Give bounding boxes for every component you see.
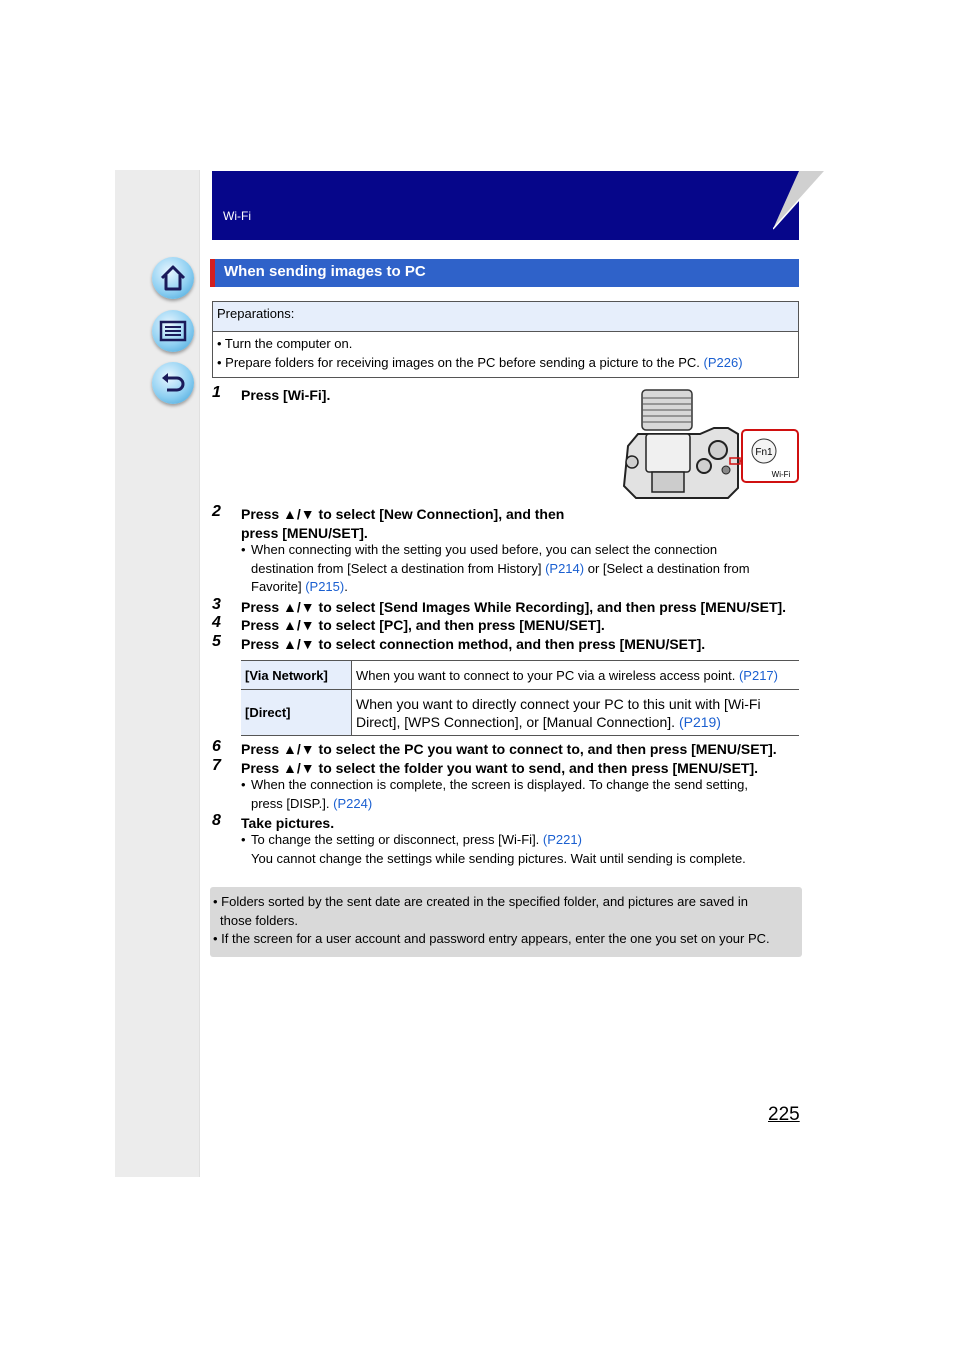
prep-item: • Turn the computer on. xyxy=(217,336,353,351)
tip-item: • If the screen for a user account and password entry appears, enter the one you set on your PC. xyxy=(213,931,770,946)
link-p224[interactable]: (P224) xyxy=(333,795,373,811)
chapter-header xyxy=(212,171,799,240)
section-title-text: When sending images to PC xyxy=(224,263,426,280)
step-number: 1 xyxy=(212,384,221,401)
header-corner-icon xyxy=(773,171,825,241)
step-text: Press ▲/▼ to select [PC], and then press [MENU/SET]. xyxy=(241,617,605,633)
wifi-caption: Wi-Fi xyxy=(771,470,791,479)
section-title xyxy=(210,259,799,287)
link-p219[interactable]: (P219) xyxy=(678,713,721,730)
back-button[interactable] xyxy=(152,362,194,404)
step-number: 8 xyxy=(212,812,221,829)
tip-box xyxy=(210,887,802,957)
step-number: 7 xyxy=(212,757,221,774)
preparations-heading: Preparations: xyxy=(213,302,798,332)
link-p214[interactable]: (P214) xyxy=(545,560,585,576)
tip-item-cont: those folders. xyxy=(220,912,299,928)
step-text: Press ▲/▼ to select the folder you want to send, and then press [MENU/SET]. xyxy=(241,760,759,776)
link-p226[interactable]: (P226) xyxy=(703,355,743,370)
step-text: Press ▲/▼ to select [New Connection], and then xyxy=(241,506,565,522)
step-number: 5 xyxy=(212,633,221,650)
step-text: Take pictures. xyxy=(241,815,335,831)
method-desc: When you want to directly connect your PC to this unit with [Wi-Fi Direct], [WPS Connection], or [Manual Connection]. (P219) xyxy=(352,690,800,736)
table-row xyxy=(241,690,799,736)
step-text-cont: press [MENU/SET]. xyxy=(241,525,368,541)
step-note: • To change the setting or disconnect, press [Wi-Fi]. (P221) You cannot change the settings while sending pictures. Wait until sending is complete. xyxy=(241,832,746,866)
home-icon xyxy=(158,263,188,293)
home-button[interactable] xyxy=(152,257,194,299)
step-number: 2 xyxy=(212,503,221,520)
tip-item: • Folders sorted by the sent date are created in the specified folder, and pictures are saved in xyxy=(213,894,748,909)
link-p221[interactable]: (P221) xyxy=(542,832,582,847)
page-number: 225 xyxy=(768,1104,800,1125)
table-row xyxy=(241,661,799,690)
step-text: Press ▲/▼ to select [Send Images While Recording], and then press [MENU/SET]. xyxy=(241,599,787,615)
step-number: 3 xyxy=(212,596,221,613)
link-p217[interactable]: (P217) xyxy=(738,667,778,683)
step-text: Press ▲/▼ to select the PC you want to connect to, and then press [MENU/SET]. xyxy=(241,741,777,757)
method-desc: When you want to connect to your PC via a wireless access point. (P217) xyxy=(352,661,800,690)
list-icon xyxy=(158,316,188,346)
camera-top-illustration xyxy=(618,388,800,504)
chapter-label: Wi-Fi xyxy=(223,209,251,223)
step-number: 6 xyxy=(212,738,221,755)
menu-button[interactable] xyxy=(152,310,194,352)
return-icon xyxy=(158,368,188,398)
link-p215[interactable]: (P215) xyxy=(305,579,345,594)
prep-item: • Prepare folders for receiving images on the PC before sending a picture to the PC. (P226) xyxy=(217,355,743,370)
step-note: • When the connection is complete, the screen is displayed. To change the send setting, press [DISP.]. (P224) xyxy=(241,777,748,811)
method-key: [Direct] xyxy=(241,690,352,736)
step-text: Press ▲/▼ to select connection method, and then press [MENU/SET]. xyxy=(241,636,706,652)
preparations-box xyxy=(212,301,799,378)
step-note: • When connecting with the setting you used before, you can select the connection destination from [Select a destination from History] (P214) or [Select a destination from Favorite] (P215). xyxy=(241,542,750,594)
connection-method-table xyxy=(241,660,799,736)
fn1-button-label: Fn1 xyxy=(755,447,773,458)
method-key: [Via Network] xyxy=(241,661,352,690)
step-number: 4 xyxy=(212,614,221,631)
step-text: Press [Wi-Fi]. xyxy=(241,387,331,403)
